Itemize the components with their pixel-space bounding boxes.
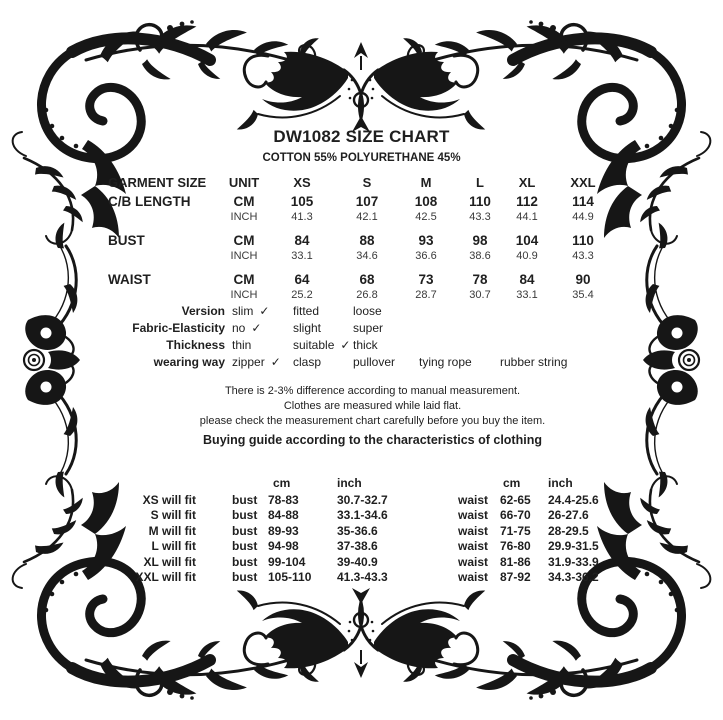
size-cell: 112 [516,194,538,209]
size-row-label [108,249,220,265]
size-cell: 44.9 [572,211,594,223]
size-cell: 104 [515,233,539,248]
size-row-unit: INCH [230,289,258,301]
waist-cm-range: 71-75 [500,523,531,538]
size-row-label [108,288,220,304]
size-cell: 107 [355,194,379,209]
bust-cm-range: 84-88 [268,508,299,523]
characteristic-label: Version [181,304,225,318]
option-text: fitted [293,304,320,318]
size-cell: 73 [418,272,434,287]
fit-table-row [130,555,608,570]
size-cell: 114 [572,194,594,209]
bust-cm-range: 89-93 [268,523,299,538]
characteristic-option [286,320,346,337]
bust-label: bust [232,508,258,523]
waist-cm-range: 76-80 [500,539,531,554]
size-table-body [108,193,620,304]
bust-inch-range: 39-40.9 [337,554,378,569]
size-cell: 105 [290,194,314,209]
size-table-row [108,210,620,226]
size-row-label [108,210,220,226]
fabric-composition: COTTON 55% POLYURETHANE 45% [262,152,461,164]
fit-table-row [130,539,608,554]
size-table-row [108,271,620,288]
option-text: loose [353,304,382,318]
waist-inch-range: 26-27.6 [548,508,589,523]
waist-inch-range: 31.9-33.9 [548,554,599,569]
bust-cm-range: 105-110 [268,569,312,584]
bust-inch-range: 37-38.6 [337,539,378,554]
size-cell: 93 [418,233,434,248]
characteristic-option [225,337,286,354]
size-cell: 98 [472,233,488,248]
characteristic-option [286,303,346,320]
size-cell: 84 [519,272,535,287]
characteristic-option [346,354,412,371]
option-text: thin [232,338,252,352]
characteristics-list [120,303,633,371]
waist-inch-range: 34.3-36.2 [548,569,599,584]
option-text: pullover [353,355,396,369]
size-table-header-cell: M [420,175,432,190]
fit-table-unit-header: cm [273,476,291,490]
size-row-unit: CM [233,194,255,209]
size-cell: 38.6 [469,250,491,262]
waist-label: waist [458,493,489,507]
fit-size-label: XXL will fit [135,569,196,584]
size-table-row [108,288,620,304]
characteristic-option [225,303,286,320]
waist-cm-range: 81-86 [500,554,531,569]
option-text: clasp [293,355,322,369]
option-text: rubber string [500,355,568,369]
characteristic-option [286,354,346,371]
size-table-row [108,232,620,249]
bust-label: bust [232,569,258,584]
bust-inch-range: 30.7-32.7 [337,493,388,507]
size-cell: 90 [575,272,591,287]
size-cell: 42.1 [356,211,378,223]
fit-table-row [130,570,608,585]
waist-inch-range: 29.9-31.5 [548,539,599,554]
check-icon: ✓ [259,304,270,318]
buying-guide-title: Buying guide according to the characteristics of clothing [203,433,542,447]
characteristic-option [346,320,412,337]
size-table-header-cell: XS [293,175,311,190]
bust-inch-range: 35-36.6 [337,523,378,538]
note-line: There is 2-3% difference according to manual measurement. [224,385,521,397]
characteristic-label: Fabric-Elasticity [132,321,225,335]
size-table-row [108,193,620,210]
waist-cm-range: 62-65 [500,493,531,507]
fit-table-row [130,493,608,508]
characteristic-label: wearing way [153,355,225,369]
option-text: super [353,321,384,335]
bust-label: bust [232,493,258,507]
size-row-unit: INCH [230,211,258,223]
characteristic-option [412,354,493,371]
bust-inch-range: 41.3-43.3 [337,569,388,584]
bust-cm-range: 78-83 [268,493,299,507]
size-cell: 26.8 [356,289,378,301]
waist-label: waist [458,539,489,554]
fit-table-unit-header: cm [503,476,521,490]
fit-size-label: S will fit [150,508,196,523]
size-cell: 40.9 [516,250,538,262]
characteristic-row [120,354,633,371]
size-table-header-cell: UNIT [228,175,260,190]
waist-inch-range: 28-29.5 [548,523,589,538]
characteristic-label: Thickness [166,338,225,352]
size-row-unit: CM [233,233,255,248]
characteristic-option [225,320,286,337]
size-row-label: BUST [108,233,145,248]
size-cell: 25.2 [291,289,313,301]
size-cell: 44.1 [516,211,538,223]
size-table [108,175,620,310]
option-text: tying rope [419,355,472,369]
size-cell: 33.1 [516,289,538,301]
waist-label: waist [458,569,489,584]
fit-table [130,476,608,585]
bust-label: bust [232,539,258,554]
option-text: zipper [232,355,265,369]
size-row-unit: CM [233,272,255,287]
size-cell: 41.3 [291,211,313,223]
size-row-label: WAIST [108,272,151,287]
fit-size-label: XL will fit [143,554,196,569]
characteristic-option [493,354,633,371]
size-table-header-cell: XL [518,175,536,190]
waist-cm-range: 66-70 [500,508,531,523]
note-line: please check the measurement chart carefully before you buy the item. [199,415,546,427]
bust-label: bust [232,554,258,569]
characteristic-row [120,303,633,320]
size-row-unit: INCH [230,250,258,262]
fit-size-label: XS will fit [142,493,196,507]
bust-label: bust [232,523,258,538]
waist-cm-range: 87-92 [500,569,531,584]
check-icon: ✓ [251,321,262,335]
fit-table-row [130,524,608,539]
option-text: no [232,321,246,335]
size-table-header-cell: S [362,175,372,190]
option-text: suitable [293,338,335,352]
note-line: Clothes are measured while laid flat. [283,400,462,412]
size-table-row [108,249,620,265]
characteristic-option [346,337,412,354]
characteristic-option [346,303,412,320]
size-cell: 88 [359,233,375,248]
option-text: slim [232,304,254,318]
size-table-header-cell: L [476,175,484,190]
size-cell: 108 [414,194,438,209]
fit-table-header-row [130,476,608,493]
size-cell: 36.6 [415,250,437,262]
size-cell: 34.6 [356,250,378,262]
bust-cm-range: 94-98 [268,539,299,554]
size-cell: 43.3 [572,250,594,262]
size-cell: 68 [359,272,375,287]
waist-label: waist [458,554,489,569]
size-cell: 30.7 [469,289,491,301]
size-table-header-cell: XXL [570,175,596,190]
waist-label: waist [458,523,489,538]
size-table-header-row [108,175,620,193]
bust-inch-range: 33.1-34.6 [337,508,388,523]
fit-table-unit-header: inch [337,476,362,490]
size-cell: 43.3 [469,211,491,223]
fit-size-label: L will fit [151,539,196,554]
size-row-label: C/B LENGTH [108,194,191,209]
size-cell: 78 [472,272,488,287]
check-icon: ✓ [270,355,281,369]
waist-inch-range: 24.4-25.6 [548,493,599,507]
bust-cm-range: 99-104 [268,554,306,569]
characteristic-row [120,337,633,354]
fit-table-body [130,493,608,585]
option-text: thick [353,338,378,352]
size-cell: 64 [294,272,310,287]
measurement-notes [100,384,645,447]
check-icon: ✓ [340,338,351,352]
characteristic-option [225,354,286,371]
size-cell: 35.4 [572,289,594,301]
option-text: slight [293,321,322,335]
characteristic-row [120,320,633,337]
size-cell: 110 [572,233,594,248]
waist-label: waist [458,508,489,523]
size-cell: 28.7 [415,289,437,301]
fit-size-label: M will fit [148,523,196,538]
characteristic-option [286,337,351,354]
size-cell: 84 [294,233,310,248]
fit-table-unit-header: inch [548,476,573,490]
chart-title: DW1082 SIZE CHART [273,127,450,146]
size-table-header-cell: GARMENT SIZE [108,175,207,190]
size-cell: 42.5 [415,211,437,223]
size-cell: 33.1 [291,250,313,262]
size-cell: 110 [469,194,491,209]
fit-table-row [130,508,608,523]
